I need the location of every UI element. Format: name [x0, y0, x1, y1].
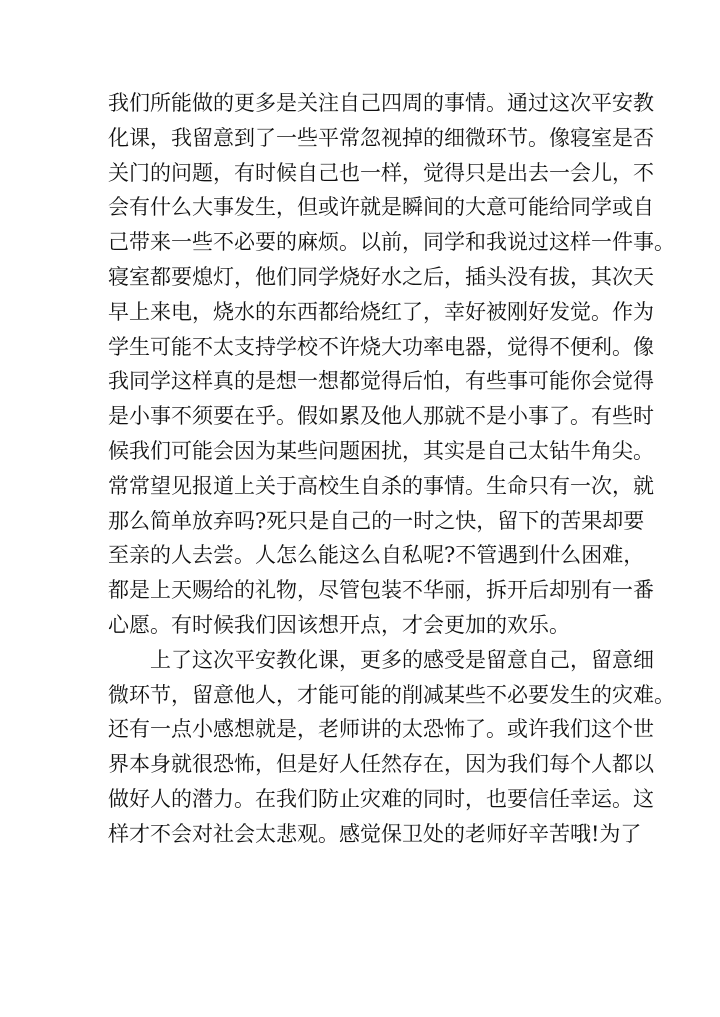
- text-line: 常常望见报道上关于高校生自杀的事情。生命只有一次，就: [108, 473, 654, 498]
- text-line: 化课，我留意到了一些平常忽视掉的细微环节。像寝室是否: [108, 125, 654, 150]
- text-line: 那么简单放弃吗?死只是自己的一时之快，留下的苦果却要: [108, 508, 645, 533]
- text-line: 早上来电，烧水的东西都给烧红了，幸好被刚好发觉。作为: [108, 299, 654, 324]
- text-line: 至亲的人去尝。人怎么能这么自私呢?不管遇到什么困难，: [108, 543, 645, 568]
- text-line: 做好人的潜力。在我们防止灾难的同时，也要信任幸运。这: [108, 786, 654, 811]
- text-line: 学生可能不太支持学校不许烧大功率电器，觉得不便利。像: [108, 334, 654, 359]
- body-text: [108, 86, 675, 852]
- text-line: 微环节，留意他人，才能可能的削减某些不必要发生的灾难。: [108, 682, 675, 707]
- text-line: 我们所能做的更多是关注自己四周的事情。通过这次平安教: [108, 91, 654, 115]
- text-line: 样才不会对社会太悲观。感觉保卫处的老师好辛苦哦!为了: [108, 821, 642, 846]
- text-line: 己带来一些不必要的麻烦。以前，同学和我说过这样一件事。: [108, 230, 675, 255]
- text-line: 会有什么大事发生，但或许就是瞬间的大意可能给同学或自: [108, 195, 654, 220]
- text-line: 都是上天赐给的礼物，尽管包装不华丽，拆开后却别有一番: [108, 578, 654, 603]
- text-line: 关门的问题，有时候自己也一样，觉得只是出去一会儿，不: [108, 160, 654, 185]
- paragraph-first-line: 上了这次平安教化课，更多的感受是留意自己，留意细: [150, 647, 654, 672]
- text-line: 是小事不须要在乎。假如累及他人那就不是小事了。有些时: [108, 404, 654, 429]
- text-line: 心愿。有时候我们因该想开点，才会更加的欢乐。: [108, 612, 570, 637]
- text-line: 候我们可能会因为某些问题困扰，其实是自己太钻牛角尖。: [108, 438, 654, 463]
- text-line: 我同学这样真的是想一想都觉得后怕，有些事可能你会觉得: [108, 369, 654, 394]
- text-line: 寝室都要熄灯，他们同学烧好水之后，插头没有拔，其次天: [108, 264, 654, 289]
- text-line: 界本身就很恐怖，但是好人任然存在，因为我们每个人都以: [108, 752, 654, 777]
- text-line: 还有一点小感想就是，老师讲的太恐怖了。或许我们这个世: [108, 717, 654, 742]
